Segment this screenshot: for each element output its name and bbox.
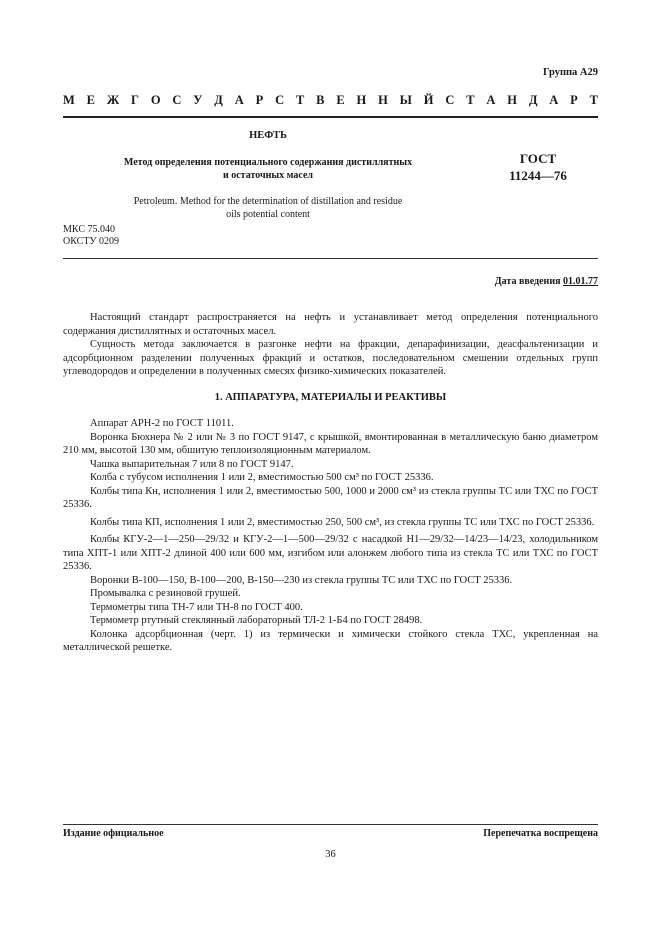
intro-date-label: Дата введения bbox=[494, 276, 561, 287]
section-heading: 1. АППАРАТУРА, МАТЕРИАЛЫ И РЕАКТИВЫ bbox=[214, 391, 447, 403]
subtitle-ru-line1: Метод определения потенциального содержания дистиллятных bbox=[123, 157, 413, 168]
mks-code: МКС 75.040 bbox=[63, 224, 115, 235]
top-divider bbox=[63, 116, 598, 118]
list-item: Термометры типа ТН-7 или ТН-8 по ГОСТ 400. bbox=[90, 601, 303, 613]
intro-date-value: 01.01.77 bbox=[563, 276, 598, 287]
okstu-code: ОКСТУ 0209 bbox=[63, 236, 120, 247]
list-item: Чашка выпарительная 7 или 8 по ГОСТ 9147. bbox=[90, 458, 294, 470]
group-label: Группа А29 bbox=[542, 67, 598, 78]
list-item: Воронки В-100—150, В-100—200, В-150—230 из стекла группы ТС или ТХС по ГОСТ 25336. bbox=[90, 574, 513, 586]
classifier-codes bbox=[63, 224, 119, 248]
document-title-en bbox=[63, 195, 473, 221]
gost-number: 11244—76 bbox=[509, 168, 567, 183]
subtitle-ru-line2: и остаточных масел bbox=[222, 170, 314, 181]
title-en-line1: Petroleum. Method for the determination of distillation and residue bbox=[133, 196, 403, 207]
interstate-standard-banner: М Е Ж Г О С У Д А Р С Т В Е Н Н Ы Й С Т А Н Д А Р Т bbox=[63, 93, 598, 107]
list-item: Колонка адсорбционная (черт. 1) из термически и химически стойкого стекла ТХС, укрепленная на металлической решетке. bbox=[63, 628, 598, 653]
document-title: НЕФТЬ bbox=[249, 130, 287, 141]
footer-divider bbox=[63, 824, 598, 825]
page-number: 36 bbox=[325, 849, 336, 860]
list-item: Термометр ртутный стеклянный лабораторный ТЛ-2 1-Б4 по ГОСТ 28498. bbox=[90, 615, 423, 626]
gost-label: ГОСТ bbox=[519, 151, 557, 166]
gost-designation bbox=[478, 150, 598, 184]
paragraph-scope: Настоящий стандарт распространяется на нефть и устанавливает метод определения потенциального содержания дистиллятных и остаточных масел. bbox=[63, 312, 598, 337]
list-item: Колба с тубусом исполнения 1 или 2, вместимостью 500 см³ по ГОСТ 25336. bbox=[90, 472, 434, 483]
introduction-date bbox=[495, 276, 598, 287]
title-en-line2: oils potential content bbox=[226, 209, 310, 220]
reprint-prohibited-note: Перепечатка воспрещена bbox=[483, 828, 598, 839]
header-divider bbox=[63, 258, 598, 259]
list-item: Колбы типа КП, исполнения 1 или 2, вместимостью 250, 500 см³, из стекла группы ТС или ТХС по ГОСТ 25336. bbox=[90, 516, 595, 528]
document-subtitle-ru bbox=[63, 156, 473, 182]
paragraph-method-essence: Сущность метода заключается в разгонке нефти на фракции, депарафинизации, деасфальтенизации и адсорбционном разделении полученных фракций и остатков, последовательном смешении отдельных групп углеводородов и определении в полученных смесях физико-химических показателей. bbox=[63, 339, 598, 377]
official-edition-note: Издание официальное bbox=[63, 828, 164, 839]
list-item: Воронка Бюхнера № 2 или № 3 по ГОСТ 9147, с крышкой, вмонтированная в металлическую баню диаметром 210 мм, высотой 130 мм, обшитую теплоизоляционным материалом. bbox=[63, 431, 598, 456]
list-item: Колбы КГУ-2—1—250—29/32 и КГУ-2—1—500—29/32 с насадкой Н1—29/32—14/23—14/23, холодильником типа ХПТ-1 или ХПТ-2 длиной 400 или 600 мм, изгибом или алонжем любого типа из стекла ТС или ТХС по ГОСТ 25336. bbox=[63, 534, 598, 572]
document-body bbox=[63, 311, 598, 655]
list-item: Промывалка с резиновой грушей. bbox=[90, 588, 241, 599]
list-item: Аппарат АРН-2 по ГОСТ 11011. bbox=[90, 418, 234, 429]
list-item: Колбы типа Кн, исполнения 1 или 2, вместимостью 500, 1000 и 2000 см³ из стекла группы ТС или ТХС по ГОСТ 25336. bbox=[63, 485, 598, 510]
